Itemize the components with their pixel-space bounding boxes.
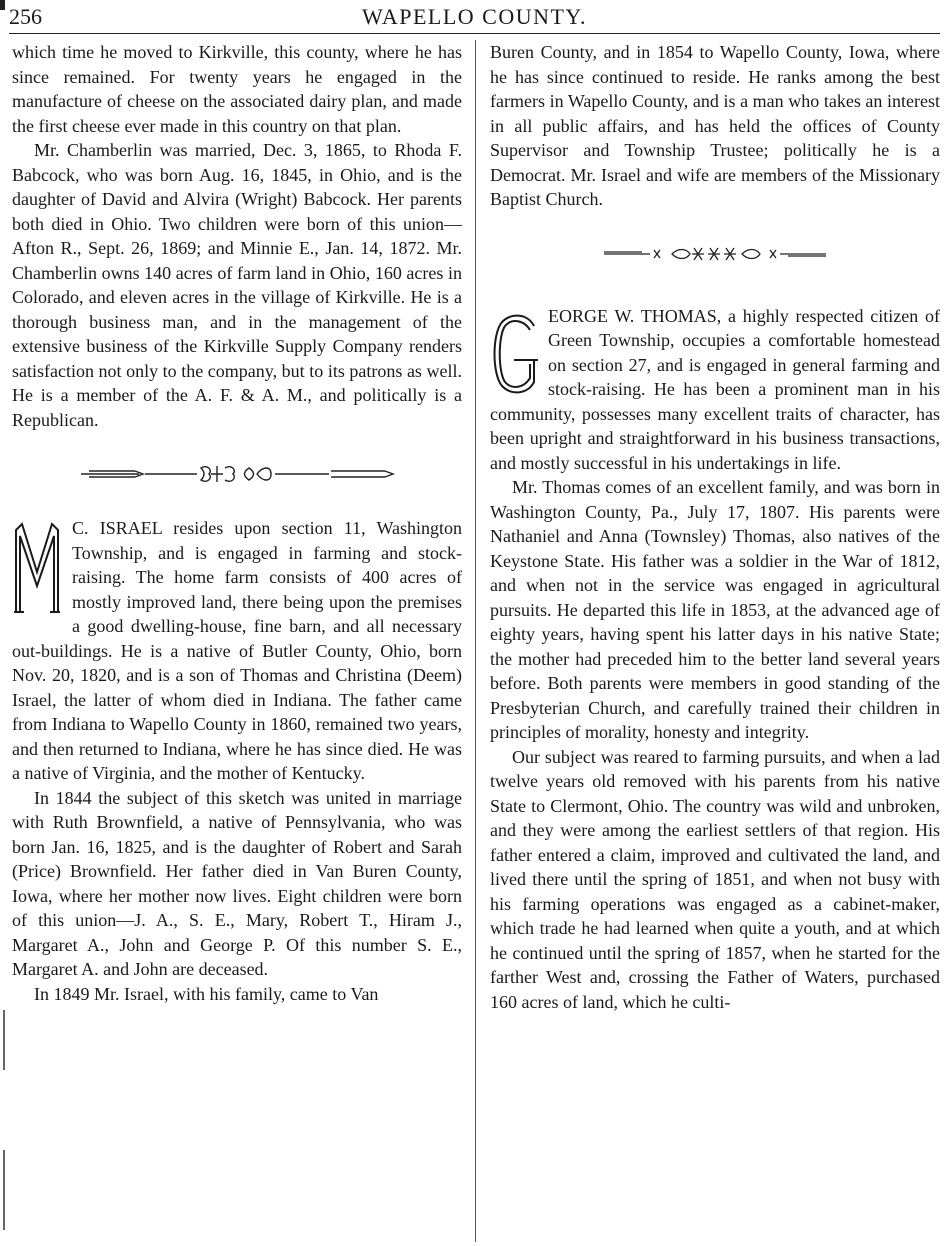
left-column	[12, 40, 462, 1006]
margin-binding-marks	[0, 1000, 8, 1240]
page-number: 256	[9, 4, 42, 29]
ornamental-divider-icon	[79, 462, 395, 486]
israel-continuation-paragraph: Buren County, and in 1854 to Wapello County, Iowa, where he has since continued to reside. He ranks among the best farmers in Wapello County, and is a man who takes an interest in all public affairs, and has held the offices of County Supervisor and Township Trustee; politically he is a Democrat. Mr. Israel and wife are members of the Missionary Baptist Church.	[490, 42, 940, 209]
thomas-family-paragraph: Mr. Thomas comes of an excellent family, and was born in Washington County, Pa., July 17, 1807. His parents were Nathaniel and Anna (Townsley) Thomas, also natives of the Keystone State. His father was a soldier in the War of 1812, and when not in the service was engaged in agricultural pursuits. He departed this life in 1853, at the advanced age of eighty years, having spent his latter days in his native State; the mother had preceded him to the better land several years before. Both parents were members in good standing of the Presbyterian Church, and carefully trained their children in principles of morality, honesty and integrity.	[490, 477, 940, 742]
israel-intro-paragraph: C. ISRAEL resides upon section 11, Washington Township, and is engaged in farming and stock-raising. The home farm consists of 400 acres of mostly improved land, there being upon the premises a good dwelling-house, fine barn, and all necessary out-buildings. He is a native of Butler County, Ohio, born Nov. 20, 1820, and is a son of Thomas and Christina (Deem) Israel, the latter of whom died in Indiana. The father came from Indiana to Wapello County in 1860, remained two years, and then returned to Indiana, where he has since died. He was a native of Virginia, and the mother of Kentucky.	[12, 518, 462, 783]
israel-marriage-paragraph: In 1844 the subject of this sketch was united in marriage with Ruth Brownfield, a native of Pennsylvania, who was born Jan. 16, 1825, and is the daughter of Robert and Sarah (Price) Brownfield. Her father died in Van Buren County, Iowa, where her mother now lives. Eight children were born of this union—J. A., S. E., Mary, Robert T., Hiram J., Margaret A., John and George P. Of this number S. E., Margaret A. and John are deceased.	[12, 787, 462, 979]
right-column	[490, 40, 940, 1014]
chamberlin-continuation-paragraph: which time he moved to Kirkville, this county, where he has since remained. For twenty years he engaged in the manufacture of cheese on the associated dairy plan, and made the first cheese ever made in this country on that plan.	[12, 42, 462, 136]
israel-migration-paragraph: In 1849 Mr. Israel, with his family, came to Van	[34, 983, 379, 1004]
thomas-intro-paragraph: EORGE W. THOMAS, a highly respected citizen of Green Township, occupies a comfortable homestead on section 27, and is engaged in general farming and stock-raising. He has been a prominent man in his community, possesses many excellent traits of character, has been upright and straightforward in his business transactions, and mostly successful in his undertakings in life.	[490, 305, 940, 473]
chamberlin-marriage-paragraph: Mr. Chamberlin was married, Dec. 3, 1865, to Rhoda F. Babcock, who was born Aug. 16, 1845, in Ohio, and is the daughter of David and Alvira (Wright) Babcock. Her parents both died in Ohio. Two children were born of this union—Afton R., Sept. 26, 1869; and Minnie E., Jan. 14, 1872. Mr. Chamberlin owns 140 acres of farm land in Ohio, 160 acres in Colorado, and eleven acres in the village of Kirkville. He is a thorough business man, and in the management of the extensive business of the Kirkville Supply Company renders satisfaction not only to the company, but to its patrons as well. He is a member of the A. F. & A. M., and politically is a Republican.	[12, 140, 462, 430]
header-rule	[9, 33, 940, 34]
column-divider	[475, 40, 476, 1242]
decorated-initial-m-icon	[12, 520, 62, 616]
ornamental-divider-icon	[602, 244, 828, 264]
scan-corner-mark	[0, 0, 5, 10]
page-header	[9, 4, 940, 32]
thomas-early-life-paragraph: Our subject was reared to farming pursuits, and when a lad twelve years old removed with his parents from his native State to Clermont, Ohio. The country was wild and unbroken, and they were among the earliest settlers of that region. His father entered a claim, improved and cultivated the land, and lived there until the spring of 1851, and when not busy with his farming operations was engaged as a cabinet-maker, which trade he had learned when quite a youth, and at which he continued until the spring of 1857, when he started for the farther West and, crossing the Father of Waters, purchased 160 acres of land, which he culti-	[490, 746, 940, 1012]
decorated-initial-g-icon	[490, 310, 538, 398]
running-title: WAPELLO COUNTY.	[362, 4, 587, 29]
